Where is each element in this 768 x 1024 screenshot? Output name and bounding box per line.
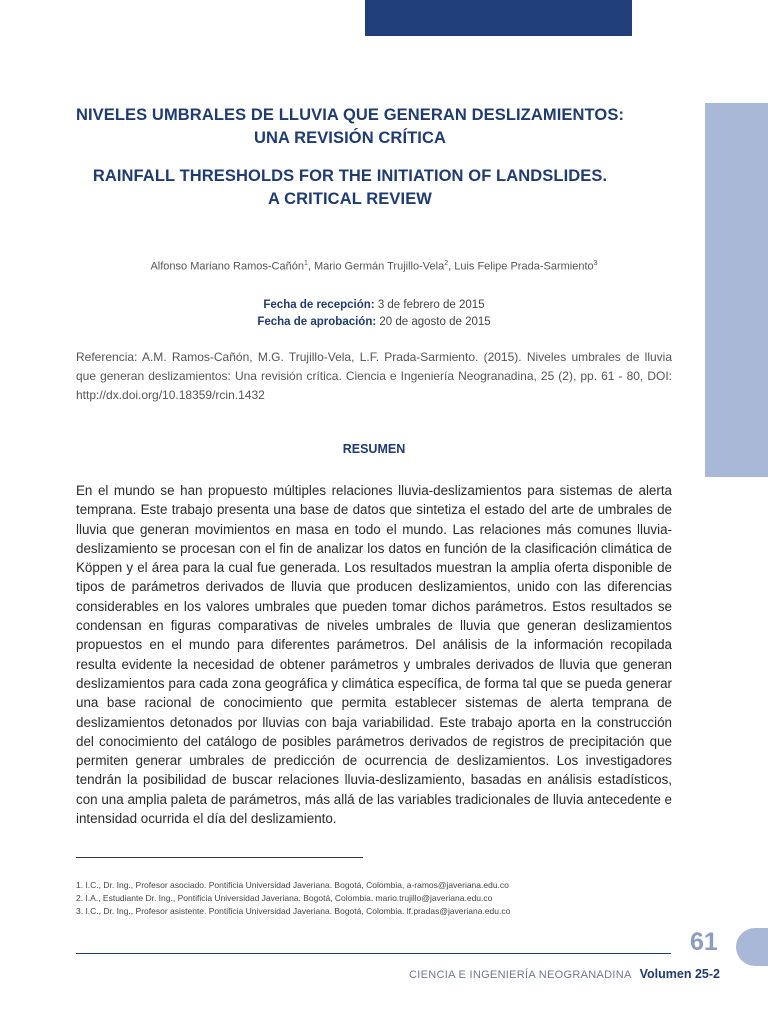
dates-block	[76, 297, 672, 331]
citation-reference: Referencia: A.M. Ramos-Cañón, M.G. Trujillo-Vela, L.F. Prada-Sarmiento. (2015). Niveles umbrales de lluvia que generan deslizamientos: Una revisión crítica. Ciencia e Ingeniería Neogranadina, 25 (2), pp. 61 - 80, DOI: http://dx.doi.org/10.18359/rcin.1432	[76, 350, 672, 402]
english-title-line-2: A CRITICAL REVIEW	[268, 190, 432, 208]
approved-label: Fecha de aprobación:	[257, 316, 377, 328]
english-title-line-1: RAINFALL THRESHOLDS FOR THE INITIATION OF LANDSLIDES.	[92, 167, 608, 185]
author-name: Luis Felipe Prada-Sarmiento	[454, 260, 594, 273]
approved-date	[76, 314, 672, 331]
article-title	[40, 104, 660, 211]
page-number: 61	[690, 928, 718, 956]
footnote-divider	[76, 857, 363, 858]
spanish-title-line-1: NIVELES UMBRALES DE LLUVIA QUE GENERAN DESLIZAMIENTOS:	[75, 106, 625, 124]
footnote-item: 1. I.C., Dr. Ing., Profesor asociado. Pontificia Universidad Javeriana. Bogotá, Colombia, a-ramos@javeriana.edu.co	[76, 880, 509, 890]
spanish-title-line-2: UNA REVISIÓN CRÍTICA	[253, 129, 447, 147]
author-name: Alfonso Mariano Ramos-Cañón	[150, 260, 304, 273]
page-number-tab	[736, 928, 768, 966]
abstract-text: En el mundo se han propuesto múltiples relaciones lluvia-deslizamientos para sistemas de alerta temprana. Este trabajo presenta una base de datos que sintetiza el estado del arte de umbrales de lluvia que generan movimientos en masa en todo el mundo. Las relaciones más comunes lluvia-deslizamiento se procesan con el fin de analizar los datos en función de la clasificación climática de Köppen y el área para la cual fue generada. Los resultados muestran la amplia oferta disponible de tipos de parámetros derivados de lluvia que producen deslizamientos, unido con las diferencias considerables en los valores umbrales que pueden tomar dichos parámetros. Estos resultados se condensan en figuras comparativas de niveles umbrales de lluvia que generan deslizamientos propuestos en el mundo para diferentes parámetros. Del análisis de la información recopilada resulta evidente la necesidad de obtener parámetros y umbrales derivados de lluvia que generan deslizamientos para cada zona geográfica y climática específica, de forma tal que se pueda generar una base racional de conocimiento que permita establecer sistemas de alerta temprana de deslizamientos detonados por lluvias con baja variabilidad. Este trabajo aporta en la construcción del conocimiento del catálogo de posibles parámetros derivados de registros de precipitación que permiten generar umbrales de predicción de ocurrencia de deslizamientos. Los investigadores tendrán la posibilidad de buscar relaciones lluvia-deslizamiento, basadas en análisis estadísticos, con una amplia paleta de parámetros, más allá de las variables tradicionales de lluvia antecedente e intensidad ocurrida el día del deslizamiento.	[76, 483, 672, 827]
author-list: Alfonso Mariano Ramos-Cañón$^1$, Mario Germán Trujillo-Vela$^2$, Luis Felipe Prada-Sarmiento$^3$	[150, 260, 598, 273]
journal-footer	[76, 967, 720, 981]
abstract-heading: RESUMEN	[342, 442, 406, 456]
author-mark: 1	[303, 260, 308, 267]
author-name: Mario Germán Trujillo-Vela	[313, 260, 445, 273]
footnote-item: 2. I.A., Estudiante Dr. Ing., Pontificia Universidad Javeriana. Bogotá, Colombia. mario.trujillo@javeriana.edu.co	[76, 893, 493, 903]
footnote-item: 3. I.C., Dr. Ing., Profesor asistente. Pontificia Universidad Javeriana. Bogotá, Colombia. lf.pradas@javeriana.edu.co	[76, 906, 511, 916]
received-date	[76, 297, 672, 314]
header-color-bar	[365, 0, 632, 36]
received-value: 3 de febrero de 2015	[377, 299, 485, 311]
author-mark: 3	[593, 260, 598, 267]
received-label: Fecha de recepción:	[263, 299, 375, 311]
english-title	[40, 165, 660, 211]
side-color-tab	[705, 103, 768, 477]
footer-divider	[76, 953, 671, 954]
author-mark: 2	[444, 260, 449, 267]
journal-name: CIENCIA E INGENIERÍA NEOGRANADINA	[409, 969, 632, 981]
footnotes	[76, 879, 636, 918]
spanish-title	[40, 104, 660, 150]
journal-volume: Volumen 25-2	[639, 967, 720, 981]
approved-value: 20 de agosto de 2015	[379, 316, 491, 328]
